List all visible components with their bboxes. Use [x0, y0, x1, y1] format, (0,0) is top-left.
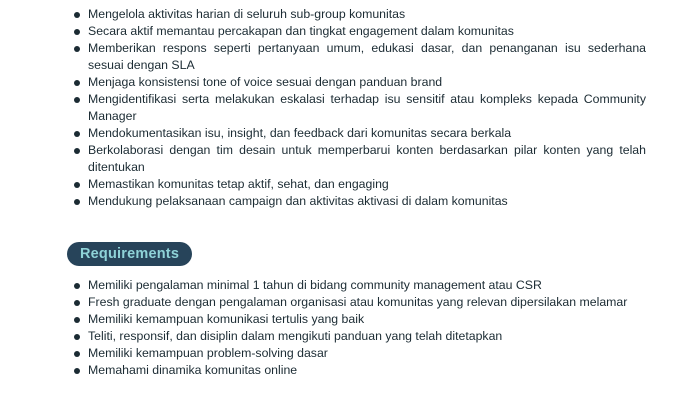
list-item-text: Memahami dinamika komunitas online [88, 363, 298, 377]
list-item [72, 23, 646, 40]
list-item [72, 91, 646, 125]
list-item-text: Berkolaborasi dengan tim desain untuk memperbarui konten berdasarkan pilar konten yang telah ditentukan [88, 143, 646, 174]
list-item [72, 125, 646, 142]
list-item-text: Mendukung pelaksanaan campaign dan aktivitas aktivasi di dalam komunitas [88, 194, 508, 208]
requirements-list [72, 277, 646, 379]
list-item [72, 6, 646, 23]
list-item [72, 328, 646, 345]
list-item [72, 176, 646, 193]
list-item-text: Memiliki kemampuan komunikasi tertulis yang baik [88, 312, 365, 326]
list-item-text: Mendokumentasikan isu, insight, dan feedback dari komunitas secara berkala [88, 126, 512, 140]
list-item [72, 40, 646, 74]
list-item-text: Memiliki pengalaman minimal 1 tahun di bidang community management atau CSR [88, 278, 542, 292]
list-item [72, 74, 646, 91]
list-item [72, 345, 646, 362]
list-item [72, 362, 646, 379]
list-item-text: Mengidentifikasi serta melakukan eskalasi terhadap isu sensitif atau kompleks kepada Community Manager [88, 92, 646, 123]
list-item-text: Fresh graduate dengan pengalaman organisasi atau komunitas yang relevan dipersilakan melamar [88, 295, 628, 309]
list-item-text: Secara aktif memantau percakapan dan tingkat engagement dalam komunitas [88, 24, 514, 38]
list-item-text: Memastikan komunitas tetap aktif, sehat, dan engaging [88, 177, 389, 191]
list-item [72, 294, 646, 311]
list-item-text: Mengelola aktivitas harian di seluruh sub-group komunitas [88, 7, 406, 21]
requirements-heading: Requirements [67, 242, 192, 266]
list-item [72, 311, 646, 328]
list-item-text: Menjaga konsistensi tone of voice sesuai dengan panduan brand [88, 75, 443, 89]
list-item [72, 193, 646, 210]
list-item-text: Memiliki kemampuan problem-solving dasar [88, 346, 328, 360]
responsibilities-list [72, 6, 646, 210]
list-item-text: Teliti, responsif, dan disiplin dalam mengikuti panduan yang telah ditetapkan [88, 329, 503, 343]
list-item-text: Memberikan respons seperti pertanyaan umum, edukasi dasar, dan penanganan isu sederhana sesuai dengan SLA [88, 41, 646, 72]
list-item [72, 142, 646, 176]
list-item [72, 277, 646, 294]
